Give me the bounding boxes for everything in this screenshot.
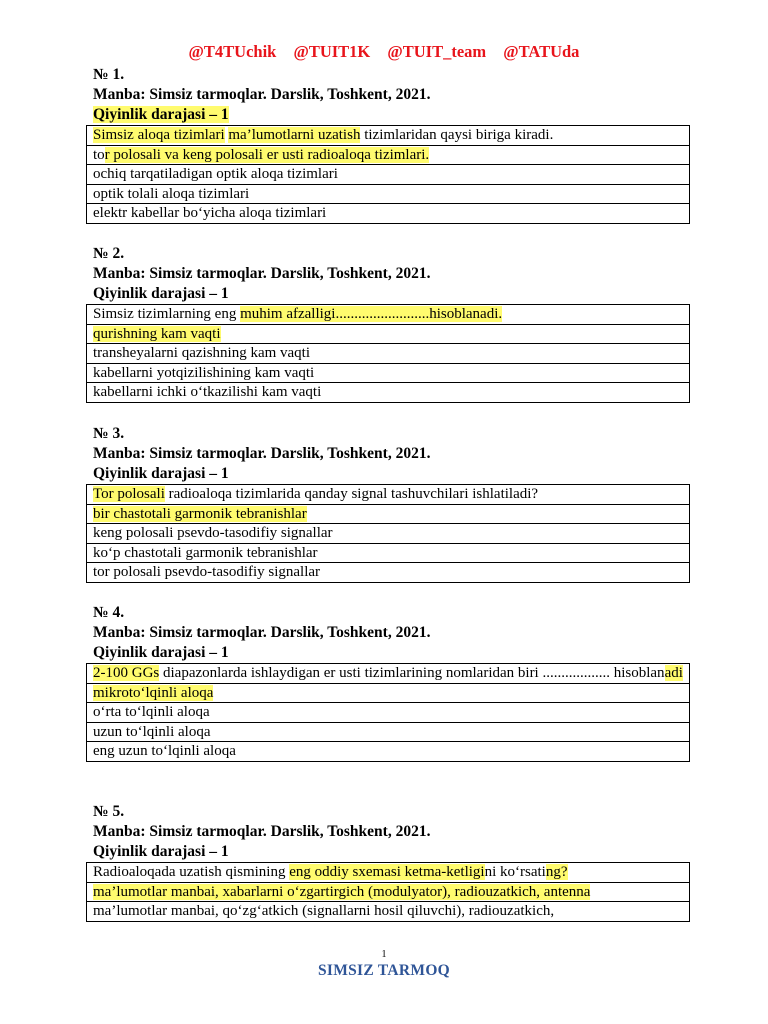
question-difficulty (93, 105, 690, 125)
answer-row-cell (87, 344, 690, 364)
text-segment: tizimlaridan qaysi biriga kiradi. (360, 127, 554, 143)
answer-row-cell (87, 145, 690, 165)
text-segment: r polosali va keng polosali er usti radioaloqa tizimlari. (104, 146, 430, 163)
answer-row[interactable] (87, 324, 690, 344)
text-segment: ma’lumotlar manbai, qo‘zg‘atkich (signallarni hosil qiluvchi), radiouzatkich, (93, 903, 555, 919)
header-tag[interactable]: @TUIT1K (293, 42, 371, 61)
text-segment: eng oddiy sxemasi ketma-ketligi (289, 864, 485, 880)
text-segment: kabellarni ichki o‘tkazilishi kam vaqti (93, 384, 322, 400)
answer-row-cell (87, 703, 690, 723)
question-block (93, 603, 690, 762)
answer-row[interactable] (87, 184, 690, 204)
question-source: Manba: Simsiz tarmoqlar. Darslik, Toshkent, 2021. (93, 265, 431, 282)
question-table (86, 484, 690, 583)
answer-row[interactable] (87, 344, 690, 364)
question-text-row (87, 485, 690, 505)
header-tag[interactable]: @T4TUchik (188, 42, 277, 61)
question-text-row-cell (87, 485, 690, 505)
text-segment: keng polosali psevdo-tasodifiy signallar (93, 525, 333, 541)
question-table (86, 663, 690, 762)
difficulty-text: Qiyinlik darajasi – 1 (93, 106, 229, 123)
text-segment: ochiq tarqatiladigan optik aloqa tizimlari (93, 166, 338, 182)
text-segment: 2-100 GGs (93, 665, 160, 681)
question-text-row-cell (87, 664, 690, 684)
text-segment: Simsiz aloqa tizimlari (93, 127, 225, 143)
text-segment: ng? (545, 864, 568, 880)
answer-row-cell (87, 363, 690, 383)
question-number: № 4. (93, 604, 125, 621)
question-source: Manba: Simsiz tarmoqlar. Darslik, Toshkent, 2021. (93, 445, 431, 462)
text-segment: eng uzun to‘lqinli aloqa (93, 743, 236, 759)
answer-row[interactable] (87, 543, 690, 563)
answer-row-cell (87, 165, 690, 185)
header-tag[interactable]: @TUIT_team (387, 42, 487, 61)
answer-row[interactable] (87, 165, 690, 185)
text-segment: Radioaloqada uzatish qismining (93, 864, 290, 880)
answer-row[interactable] (87, 204, 690, 224)
footer-title: SIMSIZ TARMOQ (317, 962, 451, 979)
question-text-row (87, 126, 690, 146)
text-segment: transheyalarni qazishning kam vaqti (93, 345, 311, 361)
question-difficulty: Qiyinlik darajasi – 1 (93, 285, 229, 302)
text-segment: ni ko‘rsati (484, 864, 546, 880)
question-text-row-cell (87, 305, 690, 325)
text-segment: optik tolali aloqa tizimlari (93, 185, 250, 202)
question-source: Manba: Simsiz tarmoqlar. Darslik, Toshkent, 2021. (93, 823, 431, 840)
text-segment: muhim afzalligi.........................hisoblanadi. (240, 306, 503, 322)
text-segment: Simsiz tizimlarning eng (93, 306, 241, 322)
question-number: № 1. (93, 66, 125, 83)
answer-row-cell (87, 543, 690, 563)
answer-row-cell (87, 902, 690, 922)
question-difficulty: Qiyinlik darajasi – 1 (93, 644, 229, 661)
text-segment: o‘rta to‘lqinli aloqa (93, 704, 210, 720)
question-block (93, 802, 690, 922)
question-difficulty: Qiyinlik darajasi – 1 (93, 843, 229, 860)
text-segment: adi (664, 665, 683, 681)
question-text-row-cell (87, 863, 690, 883)
page-number: 1 (381, 949, 387, 960)
question-text-row (87, 863, 690, 883)
question-table (86, 862, 690, 922)
question-text-row-cell (87, 126, 690, 146)
text-segment: mikroto‘lqinli aloqa (93, 684, 214, 701)
answer-row[interactable] (87, 703, 690, 723)
answer-row-cell (87, 563, 690, 583)
text-segment: ko‘p chastotali garmonik tebranishlar (93, 544, 318, 561)
header-tags (0, 42, 768, 62)
text-segment: bir chastotali garmonik tebranishlar (93, 505, 307, 522)
text-segment: uzun to‘lqinli aloqa (93, 723, 211, 740)
text-segment: ma’lumotlar manbai, xabarlarni o‘zgartirgich (modulyator), radiouzatkich, antenna (93, 883, 591, 900)
question-block (93, 65, 690, 224)
answer-row[interactable] (87, 363, 690, 383)
text-segment: diapazonlarda ishlaydigan er usti tizimlarining nomlaridan biri .................. hisoblan (159, 665, 665, 681)
question-source: Manba: Simsiz tarmoqlar. Darslik, Toshkent, 2021. (93, 86, 431, 103)
header-tag[interactable]: @TATUda (503, 42, 580, 61)
question-source: Manba: Simsiz tarmoqlar. Darslik, Toshkent, 2021. (93, 624, 431, 641)
text-segment: qurishning kam vaqti (93, 325, 221, 342)
answer-row[interactable] (87, 524, 690, 544)
answer-row-cell (87, 504, 690, 524)
answer-row-cell (87, 742, 690, 762)
text-segment: elektr kabellar bo‘yicha aloqa tizimlari (93, 205, 327, 221)
answer-row-cell (87, 204, 690, 224)
text-segment: radioaloqa tizimlarida qanday signal tashuvchilari ishlatiladi? (164, 486, 539, 502)
answer-row[interactable] (87, 722, 690, 742)
answer-row-cell (87, 683, 690, 703)
answer-row[interactable] (87, 383, 690, 403)
answer-row-cell (87, 882, 690, 902)
question-text-row (87, 305, 690, 325)
answer-row[interactable] (87, 902, 690, 922)
text-segment: Tor polosali (93, 486, 165, 502)
text-segment: kabellarni yotqizilishining kam vaqti (93, 364, 315, 381)
text-segment: to (93, 146, 105, 163)
question-block (93, 424, 690, 583)
question-number: № 2. (93, 245, 125, 262)
answer-row-cell (87, 524, 690, 544)
answer-row[interactable] (87, 563, 690, 583)
answer-row-cell (87, 184, 690, 204)
question-difficulty: Qiyinlik darajasi – 1 (93, 465, 229, 482)
answer-row-cell (87, 383, 690, 403)
answer-row-cell (87, 722, 690, 742)
question-block (93, 244, 690, 403)
question-table (86, 304, 690, 403)
answer-row[interactable] (87, 742, 690, 762)
answer-row[interactable] (87, 504, 690, 524)
text-segment: ma’lumotlarni uzatish (228, 127, 361, 143)
question-text-row (87, 664, 690, 684)
answer-row-cell (87, 324, 690, 344)
question-number: № 3. (93, 425, 125, 442)
question-number: № 5. (93, 803, 125, 820)
answer-row[interactable] (87, 145, 690, 165)
answer-row[interactable] (87, 882, 690, 902)
question-table (86, 125, 690, 224)
text-segment: tor polosali psevdo-tasodifiy signallar (93, 564, 321, 580)
answer-row[interactable] (87, 683, 690, 703)
